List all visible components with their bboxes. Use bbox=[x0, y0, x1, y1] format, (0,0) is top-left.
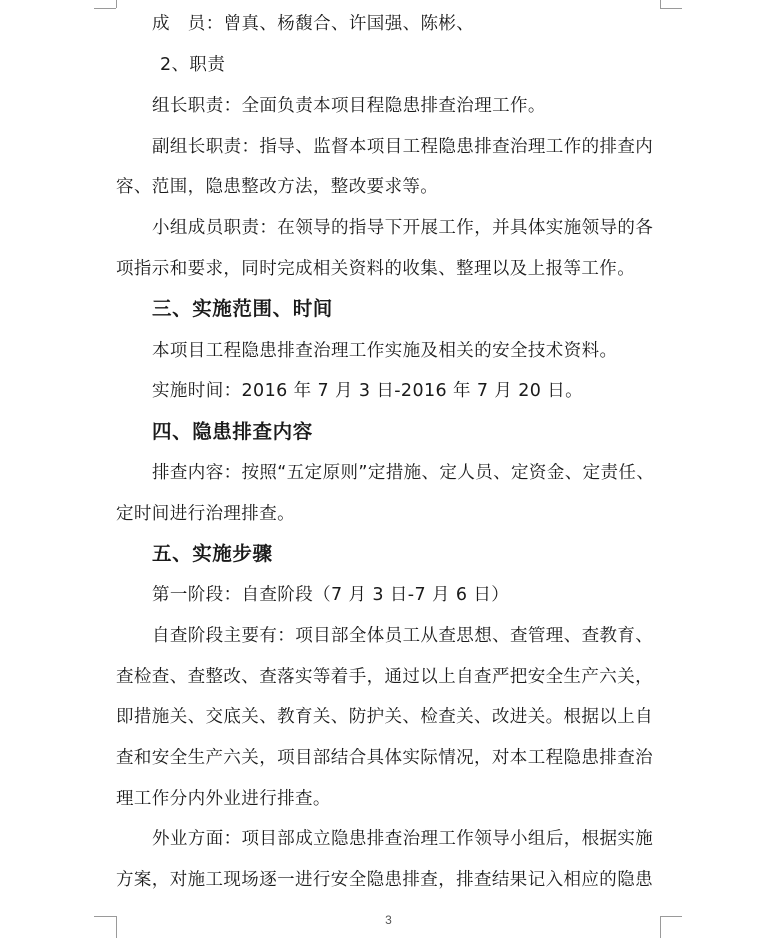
member-list-line: 成 员：曾真、杨馥合、许国强、陈彬、 bbox=[152, 14, 475, 34]
paragraph-member-duties-line1: 小组成员职责：在领导的指导下开展工作，并具体实施领导的各 bbox=[152, 218, 654, 238]
section-subheading-duties: 2、职责 bbox=[160, 55, 226, 75]
paragraph-self-check-line1: 自查阶段主要有：项目部全体员工从查思想、查管理、查教育、 bbox=[152, 626, 654, 646]
section-heading-3: 三、实施范围、时间 bbox=[152, 297, 333, 320]
crop-mark-top-right bbox=[660, 0, 661, 1]
paragraph-self-check-line3: 即措施关、交底关、教育关、防护关、检查关、改进关。根据以上自 bbox=[116, 707, 653, 727]
paragraph-deputy-duties-line1: 副组长职责：指导、监督本项目工程隐患排查治理工作的排查内 bbox=[152, 137, 654, 157]
page-number: 3 bbox=[385, 913, 392, 927]
paragraph-self-check-line2: 查检查、查整改、查落实等着手，通过以上自查严把安全生产六关， bbox=[116, 667, 653, 687]
paragraph-content-line2: 定时间进行治理排查。 bbox=[116, 504, 295, 524]
section-heading-5: 五、实施步骤 bbox=[152, 542, 273, 565]
paragraph-time: 实施时间：2016 年 7 月 3 日-2016 年 7 月 20 日。 bbox=[152, 381, 584, 401]
paragraph-member-duties-line2: 项指示和要求，同时完成相关资料的收集、整理以及上报等工作。 bbox=[116, 259, 636, 279]
paragraph-field-work-line2: 方案，对施工现场逐一进行安全隐患排查，排查结果记入相应的隐患 bbox=[116, 870, 653, 890]
paragraph-leader-duties: 组长职责：全面负责本项目程隐患排查治理工作。 bbox=[152, 96, 546, 116]
paragraph-self-check-line5: 理工作分内外业进行排查。 bbox=[116, 789, 331, 809]
paragraph-content-line1: 排查内容：按照“五定原则”定措施、定人员、定资金、定责任、 bbox=[152, 463, 655, 483]
section-heading-4: 四、隐患排查内容 bbox=[152, 420, 313, 443]
paragraph-self-check-line4: 查和安全生产六关，项目部结合具体实际情况，对本工程隐患排查治 bbox=[116, 748, 653, 768]
crop-mark-top-left bbox=[116, 0, 117, 1]
paragraph-scope: 本项目工程隐患排查治理工作实施及相关的安全技术资料。 bbox=[152, 341, 618, 361]
paragraph-field-work-line1: 外业方面：项目部成立隐患排查治理工作领导小组后，根据实施 bbox=[152, 829, 654, 849]
paragraph-deputy-duties-line2: 容、范围，隐患整改方法，整改要求等。 bbox=[116, 177, 439, 197]
paragraph-phase-one: 第一阶段：自查阶段（7 月 3 日-7 月 6 日） bbox=[152, 585, 510, 605]
